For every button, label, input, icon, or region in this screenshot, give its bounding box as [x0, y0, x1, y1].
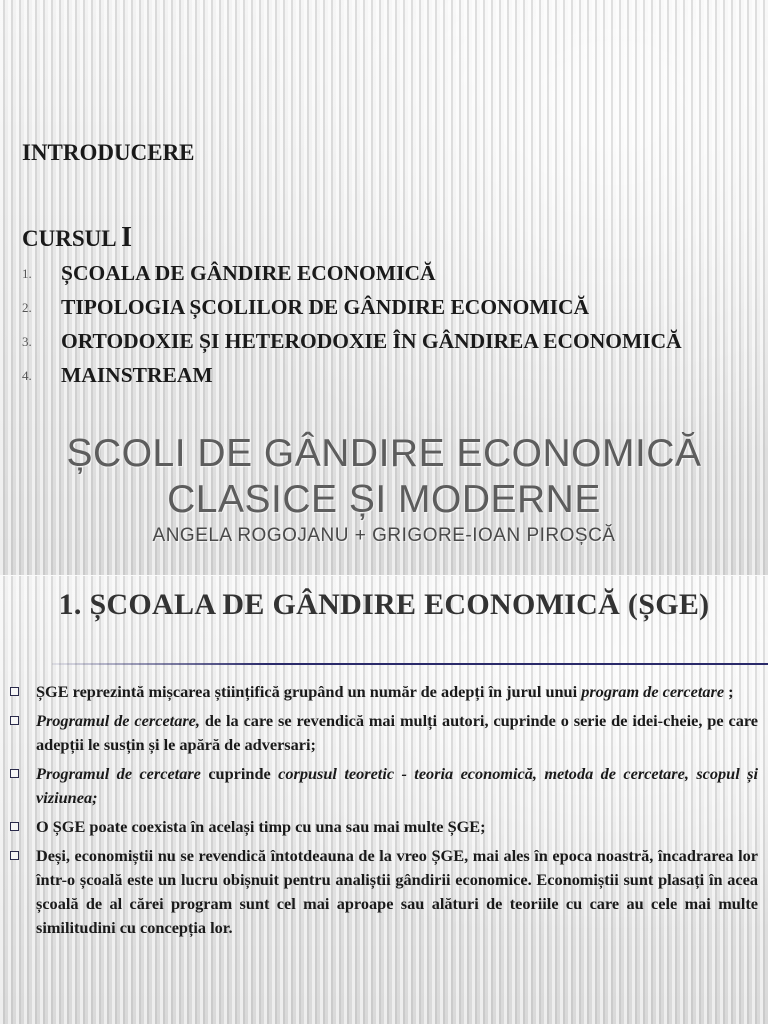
bullet-text: Deși, economiștii nu se revendică întotdeauna de la vreo ȘGE, mai ales în epoca noastră, încadrarea lor într-o școală este un lucru obișnuit pentru analiștii gândirii economice. Economiștii sunt plasați în acea școală de al cărei program sunt cel mai aproape sau alături de teoriile cu care au cele mai multe similitudini cu concepția lor.	[36, 846, 758, 937]
topic-number: 3.	[22, 334, 32, 349]
topic-text: TIPOLOGIA ȘCOLILOR DE GÂNDIRE ECONOMICĂ	[61, 295, 590, 319]
bullet-text-italic: corpusul teoretic - teoria economică, metoda de cercetare, scopul și viziunea;	[36, 764, 758, 807]
slide-authors: ANGELA ROGOJANU + GRIGORE-IOAN PIROȘCĂ	[152, 525, 616, 546]
bullet-item	[10, 762, 758, 810]
square-bullet-icon	[10, 822, 19, 831]
bullet-text: ;	[724, 682, 734, 701]
square-bullet-icon	[10, 716, 19, 725]
square-bullet-icon	[10, 851, 19, 860]
topic-item	[22, 328, 742, 354]
slide-title-line1: ȘCOLI DE GÂNDIRE ECONOMICĂ	[66, 432, 702, 475]
topic-item	[22, 260, 742, 286]
intro-heading: INTRODUCERE	[22, 140, 195, 165]
bullet-text-italic: Programul de cercetare,	[36, 711, 200, 730]
bullet-item	[10, 815, 758, 839]
square-bullet-icon	[10, 769, 19, 778]
section-heading: 1. ȘCOALA DE GÂNDIRE ECONOMICĂ (ȘGE)	[58, 588, 710, 621]
bullet-item	[10, 709, 758, 757]
course-topics-list	[22, 260, 742, 396]
bullet-list	[10, 680, 758, 945]
bullet-text-italic: program de cercetare	[581, 682, 725, 701]
topic-text: ȘCOALA DE GÂNDIRE ECONOMICĂ	[61, 261, 436, 285]
bullet-text: O ȘGE poate coexista în același timp cu una sau mai multe ȘGE;	[36, 817, 486, 836]
topic-number: 4.	[22, 368, 32, 383]
topic-text: MAINSTREAM	[61, 363, 213, 387]
course-label: CURSUL	[22, 226, 122, 251]
topic-number: 1.	[22, 266, 32, 281]
bullet-text: ȘGE reprezintă mișcarea științifică grupând un număr de adepți în jurul unui	[36, 682, 582, 701]
heading-rule	[52, 663, 768, 665]
bullet-text: cuprinde	[200, 764, 279, 783]
bullet-text-italic: Programul de cercetare	[36, 764, 201, 783]
bullet-item	[10, 844, 758, 940]
course-number: I	[121, 222, 132, 253]
topic-item	[22, 294, 742, 320]
slide-sge-definition	[0, 576, 768, 1024]
course-heading	[22, 222, 132, 254]
square-bullet-icon	[10, 687, 19, 696]
topic-item	[22, 362, 742, 388]
bullet-item	[10, 680, 758, 704]
topic-text: ORTODOXIE ȘI HETERODOXIE ÎN GÂNDIREA ECONOMICĂ	[61, 329, 682, 353]
bullet-text: de la care se revendică mai mulți autori, cuprinde o serie de idei-cheie, pe care adepții le susțin și le apără de adversari;	[36, 711, 758, 754]
topic-number: 2.	[22, 300, 32, 315]
slide-title-line2: CLASICE ȘI MODERNE	[167, 478, 601, 521]
